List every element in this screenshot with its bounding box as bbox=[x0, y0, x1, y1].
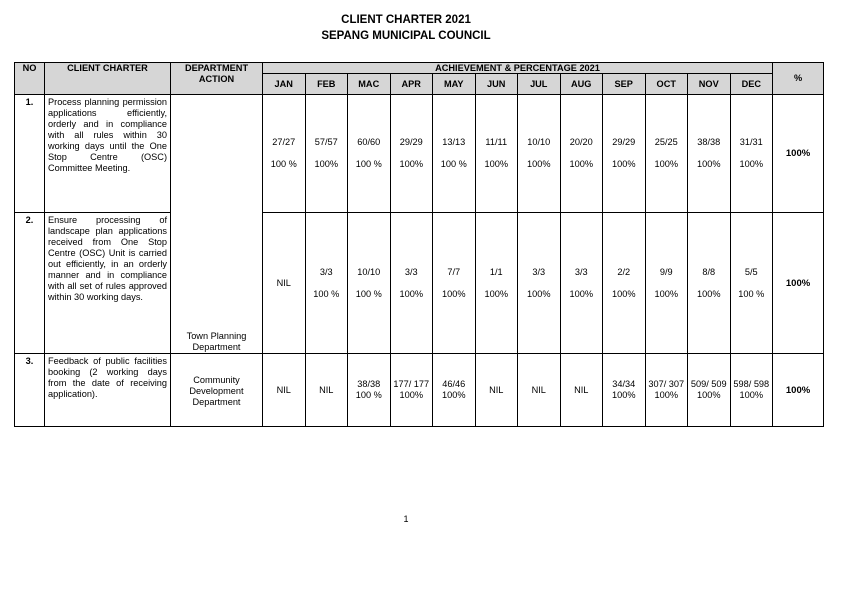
month-percentage: 100% bbox=[697, 288, 721, 299]
month-cell bbox=[305, 213, 348, 354]
month-percentage: 100% bbox=[697, 159, 721, 169]
month-count: NIL bbox=[319, 384, 334, 395]
month-cell bbox=[730, 354, 773, 427]
month-header: FEB bbox=[305, 74, 348, 95]
department-action: Town Planning Department bbox=[171, 95, 263, 354]
month-count: 20/20 bbox=[569, 137, 593, 147]
month-count: 3/3 bbox=[404, 266, 418, 277]
month-percentage: 100% bbox=[314, 159, 338, 169]
month-header: OCT bbox=[645, 74, 688, 95]
month-percentage: 100% bbox=[484, 159, 508, 169]
month-count: 10/10 bbox=[357, 266, 381, 277]
header-percentage: % bbox=[773, 63, 824, 95]
month-count: 31/31 bbox=[739, 137, 763, 147]
month-cell bbox=[348, 354, 391, 427]
month-cell bbox=[475, 95, 518, 213]
month-percentage: 100% bbox=[442, 288, 466, 299]
month-percentage: 100% bbox=[484, 288, 508, 299]
month-percentage: 100% bbox=[527, 159, 551, 169]
month-percentage: 100% bbox=[697, 390, 721, 400]
month-cell bbox=[390, 354, 433, 427]
month-cell bbox=[688, 95, 731, 213]
month-count: 38/38 bbox=[697, 137, 721, 147]
department-action: Community Development Department bbox=[171, 354, 263, 427]
month-cell bbox=[560, 213, 603, 354]
month-count: NIL bbox=[531, 384, 546, 395]
month-cell bbox=[603, 354, 646, 427]
header-achievement: ACHIEVEMENT & PERCENTAGE 2021 bbox=[263, 63, 773, 74]
table-row bbox=[15, 95, 824, 213]
month-count: 598/ 598 bbox=[733, 379, 770, 389]
month-cell bbox=[348, 213, 391, 354]
month-cell bbox=[603, 95, 646, 213]
month-count: 29/29 bbox=[612, 137, 636, 147]
month-header: DEC bbox=[730, 74, 773, 95]
month-cell bbox=[688, 354, 731, 427]
month-cell bbox=[433, 95, 476, 213]
month-count: 1/1 bbox=[489, 266, 503, 277]
month-count: 25/25 bbox=[654, 137, 678, 147]
month-count: 5/5 bbox=[744, 266, 758, 277]
month-cell bbox=[730, 95, 773, 213]
month-count: NIL bbox=[276, 277, 291, 288]
month-count: 60/60 bbox=[357, 137, 381, 147]
month-header: SEP bbox=[603, 74, 646, 95]
month-header: MAC bbox=[348, 74, 391, 95]
month-percentage: 100% bbox=[399, 159, 423, 169]
month-header: MAY bbox=[433, 74, 476, 95]
month-cell bbox=[560, 354, 603, 427]
month-count: 10/10 bbox=[527, 137, 551, 147]
month-count: 29/29 bbox=[399, 137, 423, 147]
document-subtitle: SEPANG MUNICIPAL COUNCIL bbox=[321, 30, 491, 42]
month-percentage: 100% bbox=[399, 390, 423, 400]
month-cell bbox=[475, 354, 518, 427]
month-percentage: 100% bbox=[654, 159, 678, 169]
month-cell bbox=[645, 213, 688, 354]
month-percentage: 100% bbox=[399, 288, 423, 299]
month-percentage: 100 % bbox=[313, 288, 340, 299]
client-charter-text: Feedback of public facilities booking (2 working days from the date of receiving application). bbox=[45, 354, 171, 427]
month-percentage: 100 % bbox=[738, 288, 765, 299]
month-cell bbox=[475, 213, 518, 354]
month-percentage: 100% bbox=[612, 288, 636, 299]
month-percentage: 100 % bbox=[440, 159, 467, 169]
month-cell bbox=[645, 95, 688, 213]
month-count: 27/27 bbox=[272, 137, 296, 147]
month-header: APR bbox=[390, 74, 433, 95]
month-percentage: 100 % bbox=[270, 159, 297, 169]
month-cell bbox=[305, 95, 348, 213]
overall-percentage: 100% bbox=[773, 95, 824, 213]
header-no: NO bbox=[15, 63, 45, 95]
month-percentage: 100% bbox=[612, 159, 636, 169]
month-count: 13/13 bbox=[442, 137, 466, 147]
month-cell bbox=[730, 213, 773, 354]
header-department-action: DEPARTMENT ACTION bbox=[171, 63, 263, 95]
month-percentage: 100% bbox=[612, 390, 636, 400]
month-count: 46/46 bbox=[442, 379, 466, 389]
row-number: 1. bbox=[15, 95, 45, 213]
month-cell bbox=[645, 354, 688, 427]
month-count: 3/3 bbox=[532, 266, 546, 277]
month-cell bbox=[263, 354, 306, 427]
month-percentage: 100% bbox=[442, 390, 466, 400]
month-cell bbox=[518, 213, 561, 354]
month-count: 3/3 bbox=[574, 266, 588, 277]
month-cell bbox=[603, 213, 646, 354]
month-percentage: 100% bbox=[654, 390, 678, 400]
month-percentage: 100% bbox=[569, 159, 593, 169]
month-cell bbox=[348, 95, 391, 213]
month-percentage: 100% bbox=[739, 159, 764, 169]
month-header: NOV bbox=[688, 74, 731, 95]
header-client-charter: CLIENT CHARTER bbox=[45, 63, 171, 95]
client-charter-text: Process planning permission applications efficiently, orderly and in compliance with all rules within 30 working days until the One Stop Centre (OSC) Committee Meeting. bbox=[45, 95, 171, 213]
month-percentage: 100% bbox=[739, 390, 764, 400]
table-row bbox=[15, 213, 824, 354]
month-count: 8/8 bbox=[702, 266, 716, 277]
month-cell bbox=[433, 354, 476, 427]
row-number: 3. bbox=[15, 354, 45, 427]
month-count: 3/3 bbox=[319, 266, 333, 277]
overall-percentage: 100% bbox=[773, 213, 824, 354]
month-percentage: 100 % bbox=[355, 288, 382, 299]
month-count: 307/ 307 bbox=[648, 379, 685, 389]
month-percentage: 100% bbox=[569, 288, 593, 299]
month-count: 57/57 bbox=[314, 137, 338, 147]
table-row bbox=[15, 354, 824, 427]
month-cell bbox=[688, 213, 731, 354]
month-count: 9/9 bbox=[659, 266, 673, 277]
month-cell bbox=[305, 354, 348, 427]
month-cell bbox=[390, 213, 433, 354]
month-header: JUL bbox=[518, 74, 561, 95]
client-charter-table bbox=[14, 62, 824, 427]
month-cell bbox=[560, 95, 603, 213]
month-count: NIL bbox=[574, 384, 589, 395]
month-header: JUN bbox=[475, 74, 518, 95]
month-count: NIL bbox=[276, 384, 291, 395]
overall-percentage: 100% bbox=[773, 354, 824, 427]
month-header: AUG bbox=[560, 74, 603, 95]
month-count: 509/ 509 bbox=[690, 379, 727, 389]
month-percentage: 100 % bbox=[355, 390, 382, 400]
month-count: 34/34 bbox=[612, 379, 636, 389]
month-percentage: 100% bbox=[527, 288, 551, 299]
month-cell bbox=[263, 95, 306, 213]
month-count: NIL bbox=[489, 384, 504, 395]
month-count: 7/7 bbox=[447, 266, 461, 277]
row-number: 2. bbox=[15, 213, 45, 354]
month-cell bbox=[518, 95, 561, 213]
month-count: 2/2 bbox=[617, 266, 631, 277]
page-number: 1 bbox=[403, 514, 409, 524]
month-cell bbox=[518, 354, 561, 427]
month-count: 38/38 bbox=[357, 379, 381, 389]
client-charter-text: Ensure processing of landscape plan applications received from One Stop Centre (OSC) Unit is carried out efficiently, in an orderly manner and in compliance with all set of rules approved within 30 working days. bbox=[45, 213, 171, 354]
month-count: 177/ 177 bbox=[393, 379, 430, 389]
month-header: JAN bbox=[263, 74, 306, 95]
document-title: CLIENT CHARTER 2021 bbox=[341, 14, 471, 26]
month-cell bbox=[263, 213, 306, 354]
month-count: 11/11 bbox=[485, 137, 508, 147]
month-percentage: 100 % bbox=[355, 159, 382, 169]
month-cell bbox=[433, 213, 476, 354]
month-cell bbox=[390, 95, 433, 213]
month-percentage: 100% bbox=[654, 288, 678, 299]
